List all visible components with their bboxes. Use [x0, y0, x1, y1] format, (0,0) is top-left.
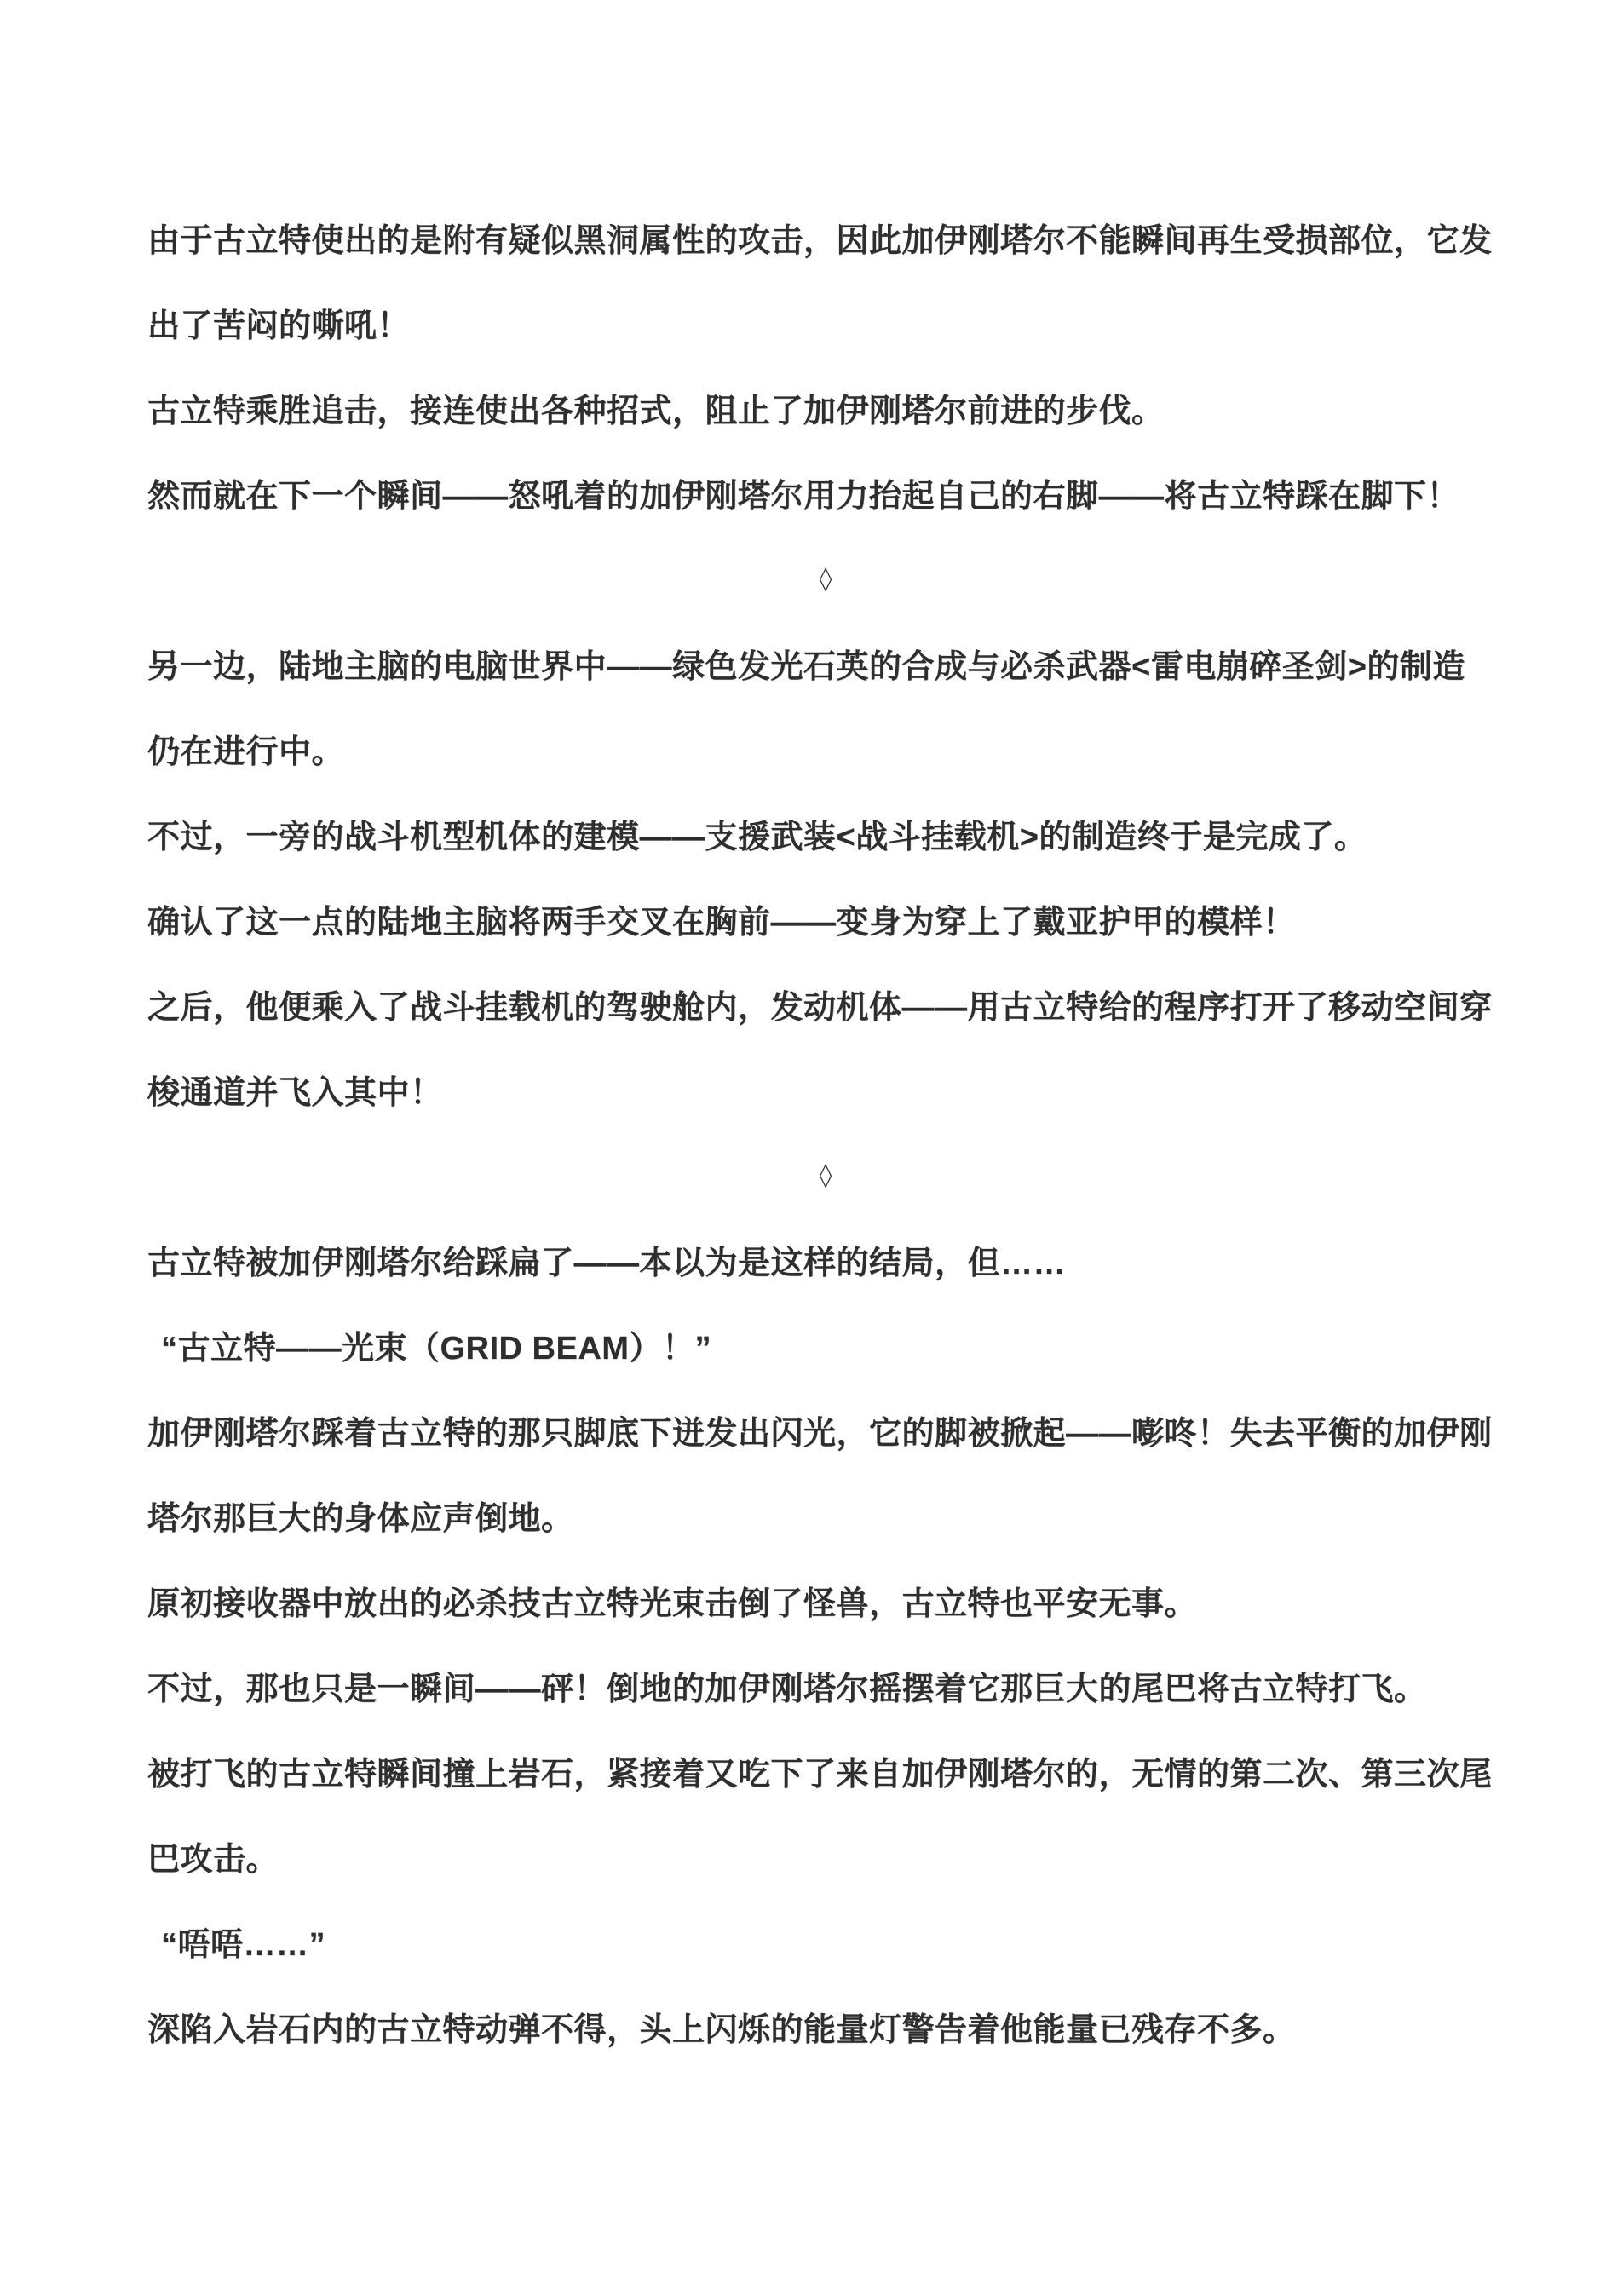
dialogue-line: “唔唔……” [161, 1926, 326, 1963]
novel-line: 之后，他便乘入了战斗挂载机的驾驶舱内，发动机体——用古立特给的程序打开了移动空间穿 [147, 989, 1493, 1026]
novel-line: 深陷入岩石内的古立特动弹不得，头上闪烁的能量灯警告着他能量已残存不多。 [147, 2011, 1296, 2048]
novel-line: 加伊刚塔尔踩着古立特的那只脚底下迸发出闪光，它的脚被掀起——嘭咚！失去平衡的加伊刚 [147, 1415, 1493, 1452]
novel-text [147, 194, 1504, 2069]
novel-line: 原初接收器中放出的必杀技古立特光束击倒了怪兽，古立特也平安无事。 [147, 1585, 1198, 1622]
novel-line: 不过，那也只是一瞬间——砰！倒地的加伊刚塔尔摇摆着它那巨大的尾巴将古立特打飞。 [147, 1671, 1427, 1707]
diamond-icon: ◇ [819, 560, 832, 596]
diamond-icon: ◇ [819, 1156, 832, 1192]
section-divider [147, 535, 1504, 620]
novel-line: 梭通道并飞入其中！ [147, 1074, 443, 1111]
novel-line: 由于古立特使出的是附有疑似黑洞属性的攻击，因此加伊刚塔尔不能瞬间再生受损部位，它发 [147, 222, 1493, 259]
novel-line: 塔尔那巨大的身体应声倒地。 [147, 1500, 574, 1537]
dialogue-line: “古立特——光束（GRID BEAM）！” [161, 1330, 711, 1367]
section-divider [147, 1131, 1504, 1217]
novel-line: 然而就在下一个瞬间——怒吼着的加伊刚塔尔用力抬起自己的右脚——将古立特踩在脚下！ [147, 478, 1460, 515]
novel-line: 巴攻击。 [147, 1841, 279, 1878]
novel-line: 出了苦闷的嘶吼！ [147, 308, 411, 344]
novel-line: 确认了这一点的陆地主脑将两手交叉在胸前——变身为穿上了戴亚护甲的模样！ [147, 904, 1296, 941]
novel-line: 被打飞的古立特瞬间撞上岩石，紧接着又吃下了来自加伊刚塔尔的，无情的第二次、第三次尾 [147, 1756, 1493, 1792]
novel-line: 古立特被加伊刚塔尔给踩扁了——本以为是这样的结局，但…… [147, 1245, 1067, 1281]
novel-line: 仍在进行中。 [147, 734, 345, 770]
novel-line: 另一边，陆地主脑的电脑世界中——绿色发光石英的合成与必杀武器<雷电崩碎圣剑>的制造 [147, 648, 1465, 685]
novel-line: 不过，一旁的战斗机型机体的建模——支援武装<战斗挂载机>的制造终于是完成了。 [147, 819, 1367, 855]
novel-line: 古立特乘胜追击，接连使出各种招式，阻止了加伊刚塔尔前进的步伐。 [147, 393, 1165, 429]
